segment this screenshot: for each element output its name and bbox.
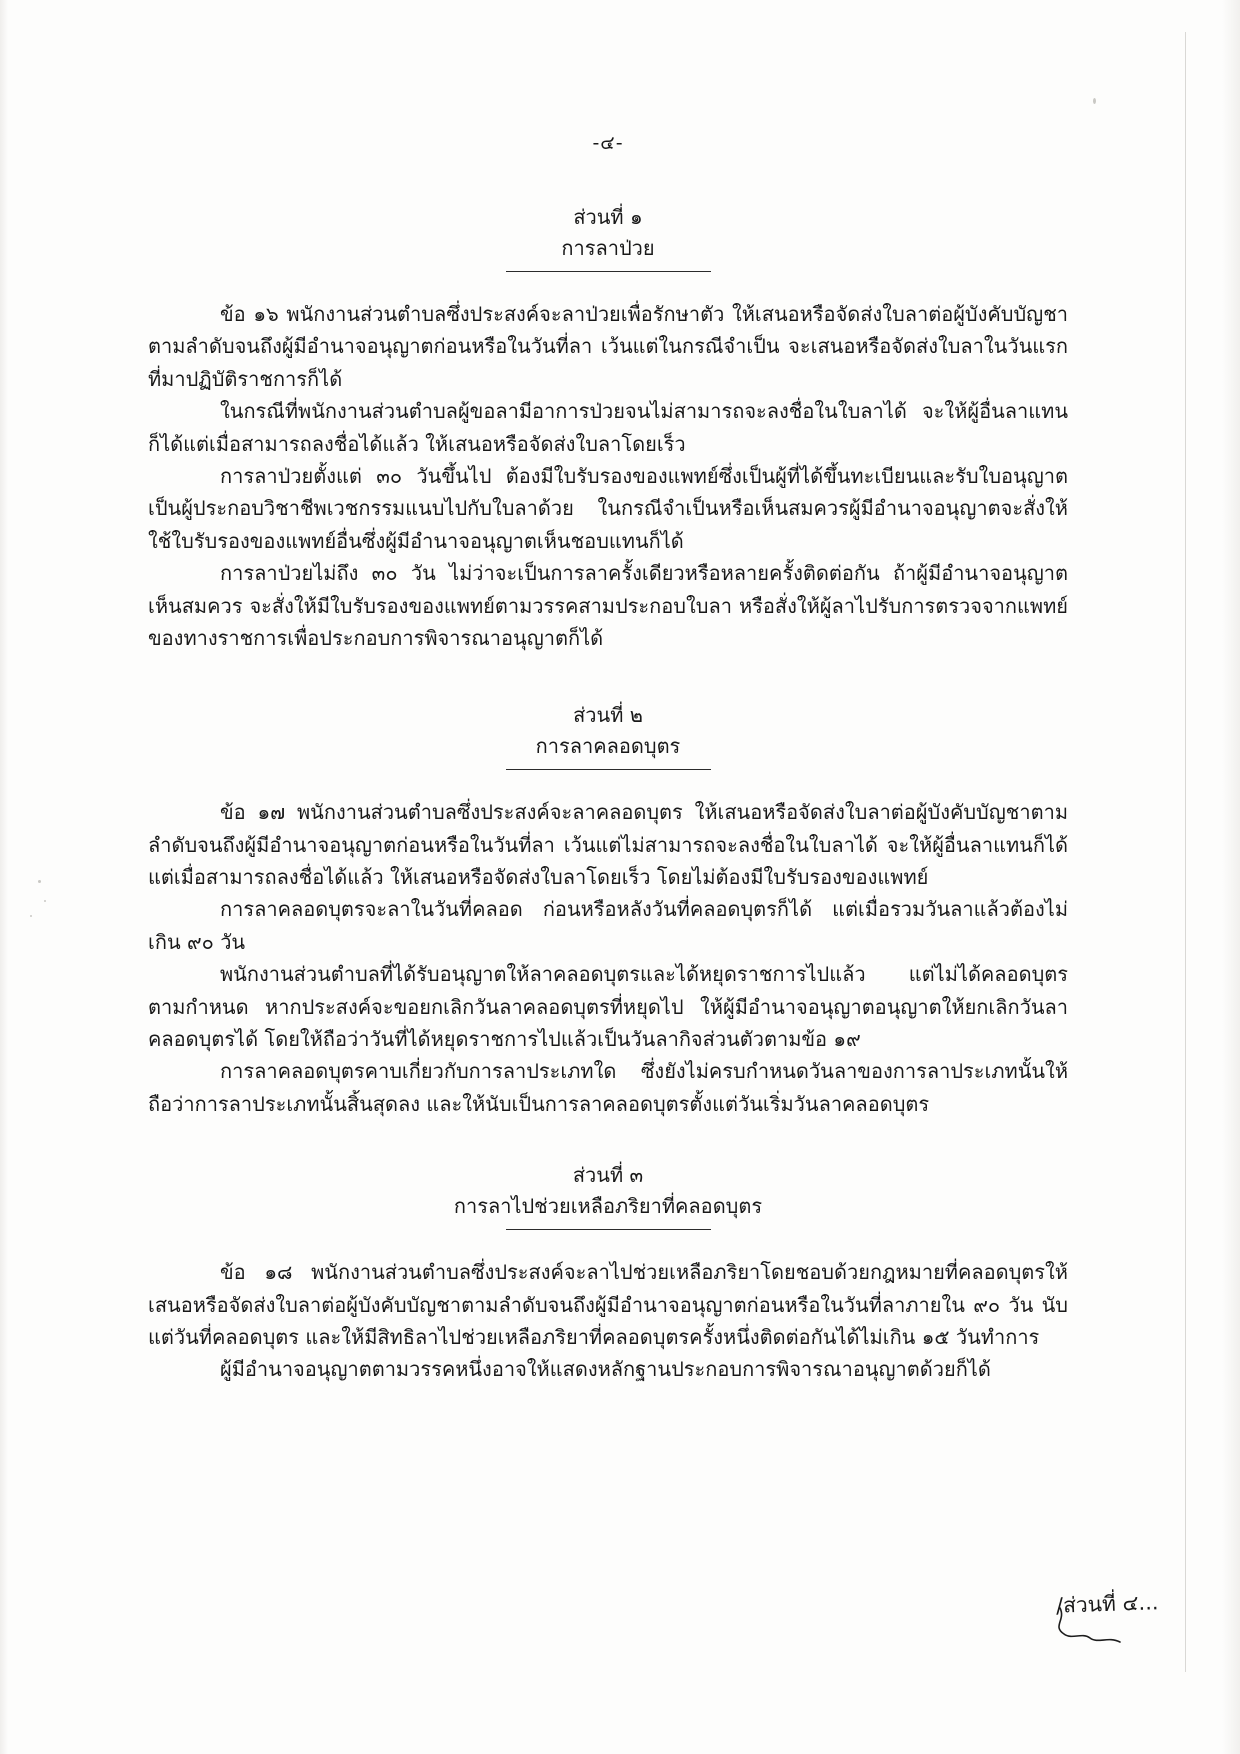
section-3-body [148,1256,1068,1386]
section-1-body [148,298,1068,654]
paragraph: การลาป่วยตั้งแต่ ๓๐ วันขึ้นไป ต้องมีใบรับรองของแพทย์ซึ่งเป็นผู้ที่ได้ขึ้นทะเบียนและรับใบอนุญาตเป็นผู้ประกอบวิชาชีพเวชกรรมแนบไปกับใบลาด้วย ในกรณีจำเป็นหรือเห็นสมควรผู้มีอำนาจอนุญาตจะสั่งให้ใช้ใบรับรองของแพทย์อื่นซึ่งผู้มีอำนาจอนุญาตเห็นชอบแทนก็ได้ [148,463,1068,553]
scan-speck [1093,98,1096,104]
scan-speck [38,880,41,883]
section-1-heading [148,202,1068,272]
section-3-heading-line2: การลาไปช่วยเหลือภริยาที่คลอดบุตร [453,1194,763,1219]
section-1 [148,202,1068,654]
section-2 [148,700,1068,1120]
paragraph: การลาคลอดบุตรจะลาในวันที่คลอด ก่อนหรือหลังวันที่คลอดบุตรก็ได้ แต่เมื่อรวมวันลาแล้วต้องไม่เกิน ๙๐ วัน [148,897,1068,954]
paragraph: ในกรณีที่พนักงานส่วนตำบลผู้ขอลามีอาการป่วยจนไม่สามารถจะลงชื่อในใบลาได้ จะให้ผู้อื่นลาแทนก็ได้แต่เมื่อสามารถลงชื่อได้แล้ว ให้เสนอหรือจัดส่งใบลาโดยเร็ว [148,399,1068,456]
scan-edge-right [1222,0,1240,1754]
section-3-heading-line1: ส่วนที่ ๓ [572,1163,644,1188]
paragraph: การลาป่วยไม่ถึง ๓๐ วัน ไม่ว่าจะเป็นการลาครั้งเดียวหรือหลายครั้งติดต่อกัน ถ้าผู้มีอำนาจอนุญาตเห็นสมควร จะสั่งให้มีใบรับรองของแพทย์ตามวรรคสามประกอบใบลา หรือสั่งให้ผู้ลาไปรับการตรวจจากแพทย์ของทางราชการเพื่อประกอบการพิจารณาอนุญาตก็ได้ [148,561,1068,650]
scan-line-right [1185,32,1186,1672]
page-content [148,128,1068,1386]
section-1-heading-line1: ส่วนที่ ๑ [573,205,643,229]
paragraph: ผู้มีอำนาจอนุญาตตามวรรคหนึ่งอาจให้แสดงหลักฐานประกอบการพิจารณาอนุญาตด้วยก็ได้ [220,1357,991,1382]
paragraph: ข้อ ๑๘ พนักงานส่วนตำบลซึ่งประสงค์จะลาไปช่วยเหลือภริยาโดยชอบด้วยกฎหมายที่คลอดบุตรให้เสนอหรือจัดส่งใบลาต่อผู้บังคับบัญชาตามลำดับจนถึงผู้มีอำนาจอนุญาตก่อนหรือในวันที่ลาภายใน ๙๐ วัน นับแต่วันที่คลอดบุตร และให้มีสิทธิลาไปช่วยเหลือภริยาที่คลอดบุตรครั้งหนึ่งติดต่อกันได้ไม่เกิน ๑๕ วันทำการ [148,1260,1068,1349]
paragraph: พนักงานส่วนตำบลที่ได้รับอนุญาตให้ลาคลอดบุตรและได้หยุดราชการไปแล้ว แต่ไม่ได้คลอดบุตรตามกำหนด หากประสงค์จะขอยกเลิกวันลาคลอดบุตรที่หยุดไป ให้ผู้มีอำนาจอนุญาตอนุญาตให้ยกเลิกวันลาคลอดบุตรได้ โดยให้ถือว่าวันที่ได้หยุดราชการไปแล้วเป็นวันลากิจส่วนตัวตามข้อ ๑๙ [148,962,1068,1052]
paragraph: การลาคลอดบุตรคาบเกี่ยวกับการลาประเภทใด ซึ่งยังไม่ครบกำหนดวันลาของการลาประเภทนั้นให้ถือว่าการลาประเภทนั้นสิ้นสุดลง และให้นับเป็นการลาคลอดบุตรตั้งแต่วันเริ่มวันลาคลอดบุตร [148,1059,1068,1116]
next-section-footnote: /ส่วนที่ ๔... [1055,1590,1159,1618]
paragraph: ข้อ ๑๗ พนักงานส่วนตำบลซึ่งประสงค์จะลาคลอดบุตร ให้เสนอหรือจัดส่งใบลาต่อผู้บังคับบัญชาตามลำดับจนถึงผู้มีอำนาจอนุญาตก่อนหรือในวันที่ลา เว้นแต่ไม่สามารถจะลงชื่อในใบลาได้ จะให้ผู้อื่นลาแทนก็ได้แต่เมื่อสามารถลงชื่อได้แล้ว ให้เสนอหรือจัดส่งใบลาโดยเร็ว โดยไม่ต้องมีใบรับรองของแพทย์ [148,800,1068,890]
page-number: -๔- [592,132,624,154]
scan-speck [44,900,46,902]
paragraph: ข้อ ๑๖ พนักงานส่วนตำบลซึ่งประสงค์จะลาป่วยเพื่อรักษาตัว ให้เสนอหรือจัดส่งใบลาต่อผู้บังคับบัญชาตามลำดับจนถึงผู้มีอำนาจอนุญาตก่อนหรือในวันที่ลา เว้นแต่ในกรณีจำเป็น จะเสนอหรือจัดส่งใบลาในวันแรกที่มาปฏิบัติราชการก็ได้ [148,302,1068,391]
section-3-heading [148,1160,1068,1230]
scan-speck [30,915,32,917]
section-2-heading-line1: ส่วนที่ ๒ [573,703,643,728]
section-2-heading-line2: การลาคลอดบุตร [535,734,681,759]
section-1-heading-line2: การลาป่วย [561,236,655,260]
section-2-heading [148,700,1068,770]
section-2-body [148,796,1068,1120]
scan-edge-left [0,0,8,1754]
handwritten-flourish [1042,1604,1162,1652]
section-3 [148,1160,1068,1386]
